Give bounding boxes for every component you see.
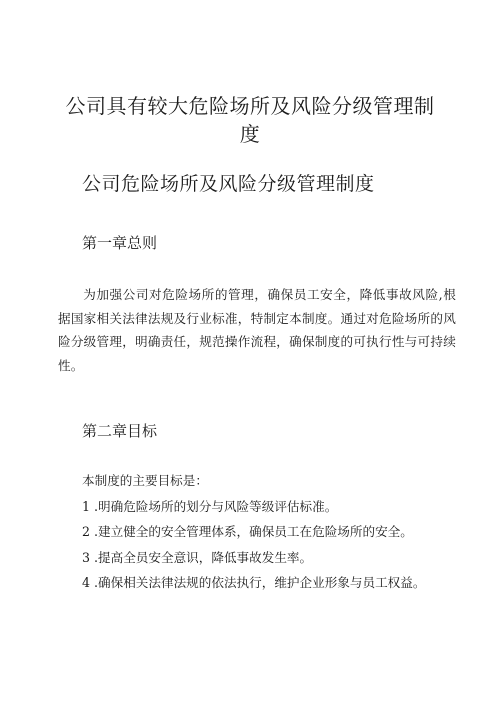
document-subtitle: 公司危险场所及风险分级管理制度: [82, 173, 375, 195]
chapter-2-heading: 第二章目标: [82, 422, 158, 440]
list-item: 3 .提高全员安全意识，降低事故发生率。: [82, 549, 313, 565]
chapter-2-intro: 本制度的主要目标是：: [82, 473, 208, 488]
document-title: 公司具有较大危险场所及风险分级管理制度: [65, 94, 435, 146]
chapter-1-paragraph: 为加强公司对危险场所的管理，确保员工安全，降低事故风险,根据国家相关法律法规及行业标准，特制定本制度。通过对危险场所的风险分级管理，明确责任，规范操作流程，确保制度的可执行性与可持续性。: [58, 287, 456, 373]
list-item: 2 .建立健全的安全管理体系，确保员工在危险场所的安全。: [82, 524, 413, 540]
goals-list: [82, 496, 462, 597]
list-item: 1 .明确危险场所的划分与风险等级评估标准。: [82, 499, 338, 514]
list-item: 4 .确保相关法律法规的依法执行，维护企业形象与员工权益。: [82, 574, 426, 590]
chapter-1-heading: 第一章总则: [82, 234, 158, 252]
